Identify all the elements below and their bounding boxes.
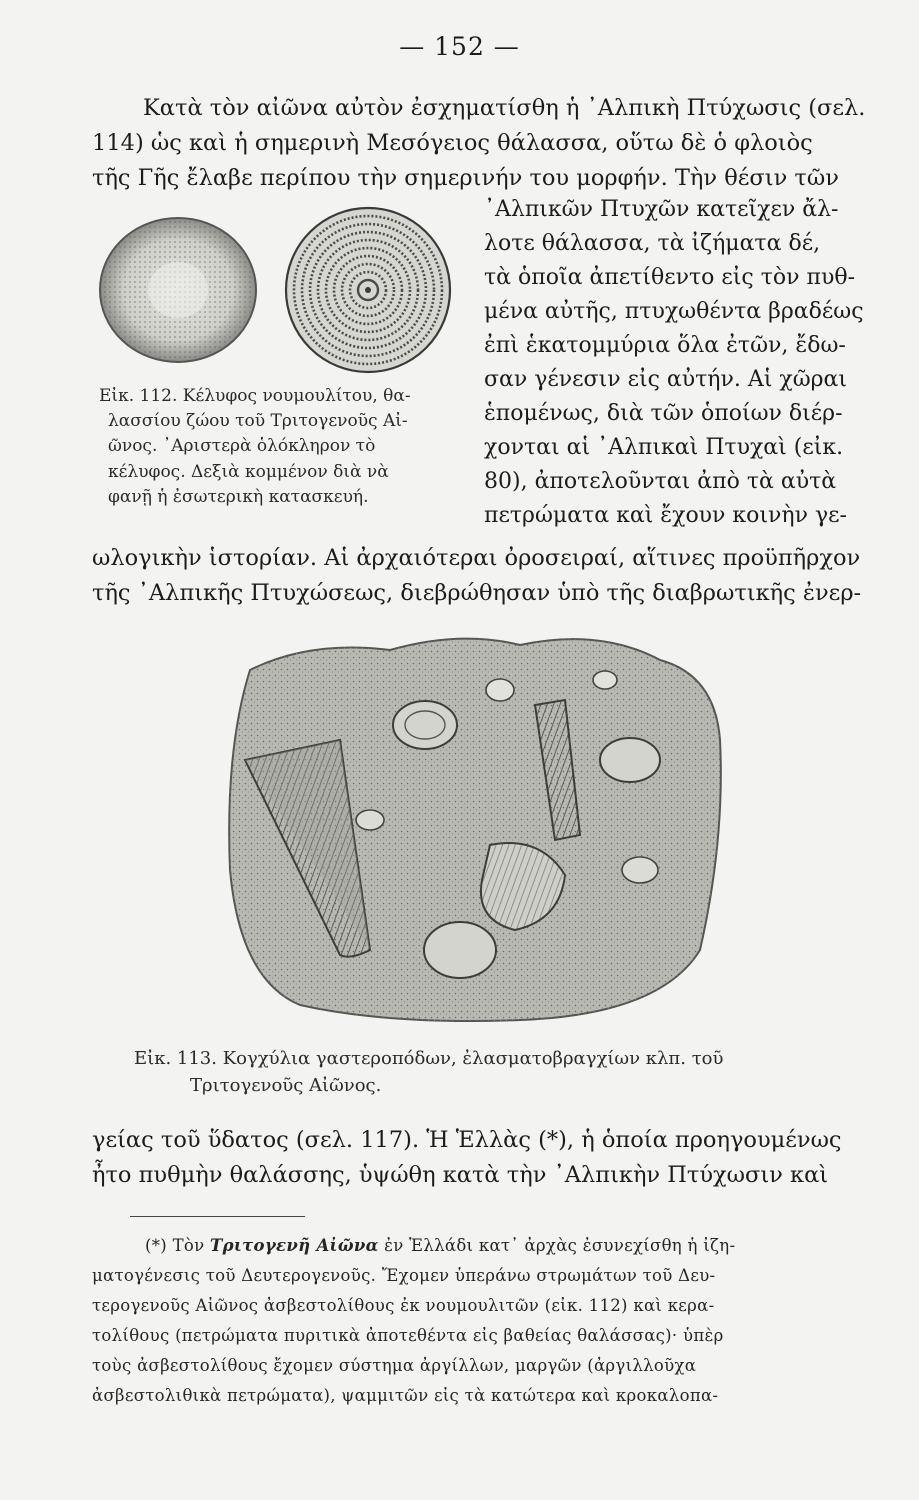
footnote-emphasis: Τριτογενῆ Αἰῶνα [210,1236,379,1255]
figure-113-caption: Τριτογενοῦς Αἰῶνος. [190,1075,382,1096]
body-line: λοτε θάλασσα, τὰ ἰζήματα δέ, [484,231,821,256]
footnote-first-rest: ἐν Ἑλλάδι κατ᾿ ἀρχὰς ἐσυνεχίσθη ἡ ἰζη- [384,1236,736,1255]
body-line: 80), ἀποτελοῦνται ἀπὸ τὰ αὐτὰ [484,469,837,494]
figure-112-caption: φανῇ ἡ ἐσωτερικὴ κατασκευή. [108,487,369,507]
figure-112-caption: ῶνος. ᾿Αριστερὰ ὁλόκληρον τὸ [108,436,376,456]
bivalve-shell-lower [424,922,496,978]
footnote-line: ματογένεσις τοῦ Δευτερογενοῦς. Ἔχομεν ὑπεράνω στρωμάτων τοῦ Δευ- [92,1266,716,1285]
footnote-line: τολίθους (πετρώματα πυριτικὰ ἀποτεθέντα εἰς βαθείας θαλάσσας)· ὑπὲρ [92,1326,724,1345]
body-line: ἐπὶ ἑκατομμύρια ὅλα ἐτῶν, ἔδω- [484,333,846,358]
figure-112-caption: λασσίου ζώου τοῦ Τριτογενοῦς Αἰ- [108,411,408,431]
body-line: τῆς ᾿Αλπικῆς Πτυχώσεως, διεβρώθησαν ὑπὸ τῆς διαβρωτικῆς ἐνερ- [92,580,862,606]
body-line: 114) ὡς καὶ ἡ σημερινὴ Μεσόγειος θάλασσα, οὕτω δὲ ὁ φλοιὸς [92,130,813,156]
body-line: χονται αἱ ᾿Αλπικαὶ Πτυχαὶ (εἰκ. [484,435,844,460]
footnote-line: τοὺς ἀσβεστολίθους ἔχομεν σύστημα ἀργίλλων, μαργῶν (ἀργιλλοῦχα [92,1356,697,1375]
body-line: τῆς Γῆς ἔλαβε περίπου τὴν σημερινήν του μορφήν. Τὴν θέσιν τῶν [92,165,839,191]
footnote-lead: (*) Τὸν [145,1236,205,1255]
bivalve-shell-upper [393,701,457,749]
bivalve-shell-right [600,738,660,782]
body-line: ωλογικὴν ἱστορίαν. Αἱ ἀρχαιότεραι ὀροσειραί, αἵτινες προϋπῆρχον [92,545,861,571]
page-number: — 152 — [399,32,520,61]
whole-shell-image [100,218,256,362]
body-line: ᾿Αλπικῶν Πτυχῶν κατεῖχεν ἄλ- [484,197,839,222]
body-line: πετρώματα καὶ ἔχουν κοινὴν γε- [484,503,847,528]
body-line: τὰ ὁποῖα ἀπετίθεντο εἰς τὸν πυθ- [484,265,856,290]
figure-113-caption: Εἰκ. 113. Κογχύλια γαστεροπόδων, ἐλασματοβραγχίων κλπ. τοῦ [134,1048,724,1069]
body-line: μένα αὐτῆς, πτυχωθέντα βραδέως [484,299,864,324]
figure-112-caption: Εἰκ. 112. Κέλυφος νουμουλίτου, θα- [99,386,411,406]
body-line: ἑπομένως, διὰ τῶν ὁποίων διέρ- [484,401,843,426]
figure-112-caption: κέλυφος. Δεξιὰ κομμένον διὰ νὰ [108,462,389,482]
figure-112-nummulite-illustration [98,205,468,385]
sectioned-shell-image [286,208,450,372]
footnote-line [145,1236,735,1255]
footnote-divider [130,1216,305,1217]
body-line: σαν γένεσιν εἰς αὐτήν. Αἱ χῶραι [484,367,848,392]
footnote-line: ἀσβεστολιθικὰ πετρώματα), ψαμμιτῶν εἰς τὰ κατώτερα καὶ κροκαλοπα- [92,1386,719,1405]
figure-113-fossil-rock-illustration [220,620,730,1030]
body-line: ἦτο πυθμὴν θαλάσσης, ὑψώθη κατὰ τὴν ᾿Αλπικὴν Πτύχωσιν καὶ [92,1162,829,1188]
footnote-line: τερογενοῦς Αἰῶνος ἀσβεστολίθους ἐκ νουμουλιτῶν (εἰκ. 112) καὶ κερα- [92,1296,715,1315]
body-line: Κατὰ τὸν αἰῶνα αὐτὸν ἐσχηματίσθη ἡ ᾿Αλπικὴ Πτύχωσις (σελ. [143,95,866,121]
body-line: γείας τοῦ ὕδατος (σελ. 117). Ἡ Ἑλλὰς (*), ἡ ὁποία προηγουμένως [92,1127,842,1153]
